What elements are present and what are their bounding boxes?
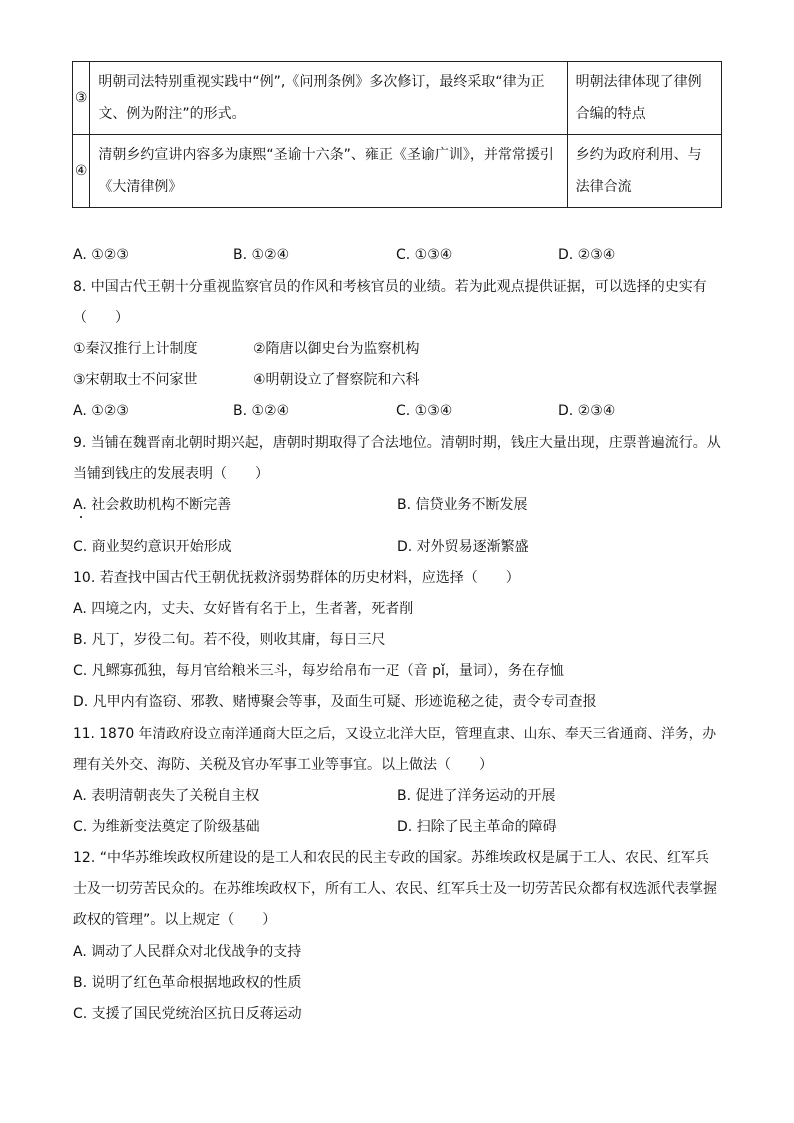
q9-option-b[interactable]: B. 信贷业务不断发展 [397,497,528,513]
q9-stem: 9. 当铺在魏晋南北朝时期兴起，唐朝时期取得了合法地位。清朝时期，钱庄大量出现，庄票普遍流行。从 [73,435,721,451]
q9-option-a[interactable]: A. 社会救助机构不断完善 [73,497,232,513]
q9-stem-cont: 当铺到钱庄的发展表明（ ） [73,466,269,482]
row-description: 明朝司法特别重视实践中“例”,《问刑条例》多次修订，最终采取“律为正文、例为附注”的形式。 [90,62,567,135]
q7-option-d[interactable]: D. ②③④ [558,247,616,263]
q12-option-c[interactable]: C. 支援了国民党统治区抗日反蒋运动 [73,1006,302,1022]
q8-item-3: ③宋朝取士不问家世 [73,372,198,388]
stray-dot [80,516,82,518]
q10-stem: 10. 若查找中国古代王朝优抚救济弱势群体的历史材料，应选择（ ） [73,570,520,586]
q8-option-d[interactable]: D. ②③④ [558,403,616,419]
law-table [72,61,722,208]
q11-option-b[interactable]: B. 促进了洋务运动的开展 [397,788,556,804]
q11-stem: 11. 1870 年清政府设立南洋通商大臣之后，又设立北洋大臣，管理直隶、山东、奉天三省通商、洋务，办 [73,726,717,742]
q10-option-d[interactable]: D. 凡甲内有盗窃、邪教、赌博聚会等事，及面生可疑、形迹诡秘之徒，责令专司查报 [73,694,597,710]
q12-option-b[interactable]: B. 说明了红色革命根据地政权的性质 [73,975,302,991]
q11-option-c[interactable]: C. 为维新变法奠定了阶级基础 [73,819,260,835]
row-number: ④ [73,135,90,208]
q8-item-1: ①秦汉推行上计制度 [73,341,198,357]
q8-stem: 8. 中国古代王朝十分重视监察官员的作风和考核官员的业绩。若为此观点提供证据，可以选择的史实有 [73,279,707,295]
q12-stem-cont2: 政权的管理”。以上规定（ ） [73,912,277,928]
q8-option-b[interactable]: B. ①②④ [233,403,290,419]
table-row [73,62,722,135]
q12-stem: 12. “中华苏维埃政权所建设的是工人和农民的民主专政的国家。苏维埃政权是属于工人、农民、红军兵 [73,850,709,866]
q12-option-a[interactable]: A. 调动了人民群众对北伐战争的支持 [73,944,302,960]
q7-option-c[interactable]: C. ①③④ [396,247,453,263]
q8-item-4: ④明朝设立了督察院和六科 [253,372,420,388]
q11-stem-cont: 理有关外交、海防、关税及官办军事工业等事宜。以上做法（ ） [73,757,493,773]
q8-item-2: ②隋唐以御史台为监察机构 [253,341,420,357]
row-conclusion: 乡约为政府利用、与法律合流 [567,135,721,208]
q10-option-b[interactable]: B. 凡丁，岁役二旬。若不役，则收其庸，每日三尺 [73,632,386,648]
table-row [73,135,722,208]
q11-option-a[interactable]: A. 表明清朝丧失了关税自主权 [73,788,260,804]
row-conclusion: 明朝法律体现了律例合编的特点 [567,62,721,135]
q9-option-c[interactable]: C. 商业契约意识开始形成 [73,539,232,555]
q8-stem-cont: （ ） [73,310,129,326]
q7-option-a[interactable]: A. ①②③ [73,247,129,263]
q11-option-d[interactable]: D. 扫除了民主革命的障碍 [397,819,557,835]
q7-option-b[interactable]: B. ①②④ [233,247,290,263]
q12-stem-cont: 士及一切劳苦民众的。在苏维埃政权下，所有工人、农民、红军兵士及一切劳苦民众都有权选派代表掌握 [73,881,717,897]
q8-option-a[interactable]: A. ①②③ [73,403,129,419]
row-number: ③ [73,62,90,135]
q10-option-c[interactable]: C. 凡鳏寡孤独，每月官给粮米三斗，每岁给帛布一疋（音 pǐ，量词），务在存恤 [73,663,564,679]
q8-option-c[interactable]: C. ①③④ [396,403,453,419]
q9-option-d[interactable]: D. 对外贸易逐渐繁盛 [397,539,529,555]
row-description: 清朝乡约宣讲内容多为康熙“圣谕十六条”、雍正《圣谕广训》，并常常援引《大清律例》 [90,135,567,208]
q10-option-a[interactable]: A. 四境之内，丈夫、女好皆有名于上，生者著，死者削 [73,601,414,617]
